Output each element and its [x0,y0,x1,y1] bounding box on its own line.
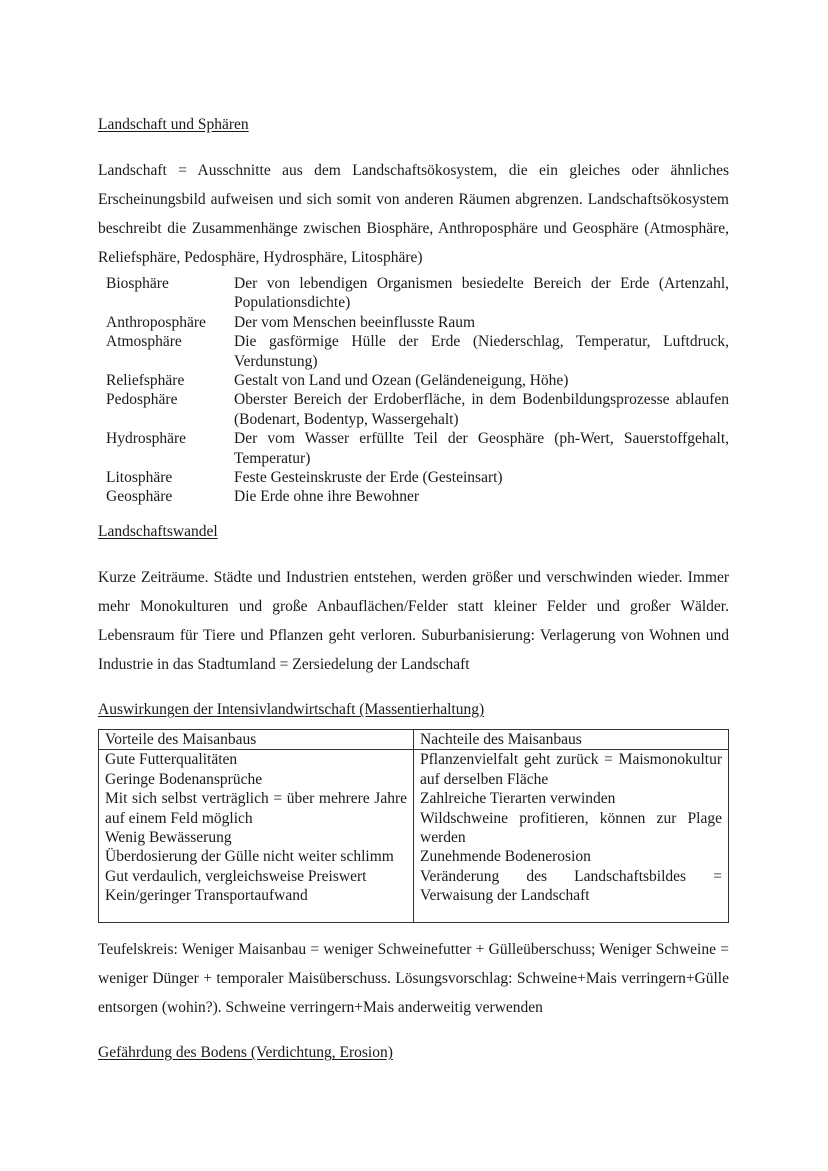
definition-row [106,371,729,390]
list-item: Wenig Bewässerung [105,829,232,847]
definition-text: Der vom Wasser erfüllte Teil der Geosphäre (ph-Wert, Sauerstoffgehalt, Temperatur) [234,430,729,467]
definition-text: Feste Gesteinskruste der Erde (Gesteinsart) [234,469,503,487]
definition-row [106,390,729,429]
section-heading-landschaft: Landschaft und Sphären [98,116,249,133]
nachteile-cell [414,750,729,923]
definition-text: Die Erde ohne ihre Bewohner [234,488,420,506]
section-heading-intensivlandwirtschaft: Auswirkungen der Intensivlandwirtschaft (Massentierhaltung) [98,701,485,718]
definition-text: Oberster Bereich der Erdoberfläche, in dem Bodenbildungsprozesse ablaufen (Bodenart, Bodentyp, Wassergehalt) [234,391,729,428]
definition-row [106,332,729,371]
section-heading-bodengefaehrdung: Gefährdung des Bodens (Verdichtung, Erosion) [98,1044,393,1061]
landschaft-paragraph: Landschaft = Ausschnitte aus dem Landschaftsökosystem, die ein gleiches oder ähnliches Erscheinungsbild aufweisen und sich somit von anderen Räumen abgrenzen. Landschaftsökosystem beschreibt die Zusammenhänge zwischen Biosphäre, Anthroposphäre und Geosphäre (Atmosphäre, Reliefsphäre, Pedosphäre, Hydrosphäre, Litosphäre) [98,162,729,266]
table-row [99,750,729,923]
definition-term: Biosphäre [106,275,169,292]
vorteile-cell [99,750,414,923]
list-item: Pflanzenvielfalt geht zurück = Maismonokultur auf derselben Fläche [420,751,722,788]
list-item: Zunehmende Bodenerosion [420,848,591,866]
definition-row [106,487,729,506]
list-item: Wildschweine profitieren, können zur Plage werden [420,809,722,847]
list-item: Zahlreiche Tierarten verwinden [420,790,616,808]
list-item: Veränderung des Landschaftsbildes = Verwaisung der Landschaft [420,867,722,905]
definition-term: Geosphäre [106,488,173,506]
column-header-vorteile: Vorteile des Maisanbaus [99,730,414,750]
list-item: Überdosierung der Gülle nicht weiter schlimm [105,848,394,866]
list-item: Kein/geringer Transportaufwand [105,887,308,905]
definition-term: Hydrosphäre [106,430,187,448]
list-item: Geringe Bodenansprüche [105,770,263,788]
definition-text: Der vom Menschen beeinflusste Raum [234,313,476,331]
table-header-row [99,730,729,750]
list-item: Gut verdaulich, vergleichsweise Preiswert [105,867,367,885]
definition-row [106,468,729,487]
definition-text: Der von lebendigen Organismen besiedelte Bereich der Erde (Artenzahl, Populationsdichte) [234,275,729,312]
definition-row [106,313,729,332]
maisanbau-comparison-table [98,729,729,923]
list-item: Mit sich selbst verträglich = über mehrere Jahre auf einem Feld möglich [105,790,407,827]
definition-term: Pedosphäre [106,391,178,409]
landschaftswandel-paragraph: Kurze Zeiträume. Städte und Industrien entstehen, werden größer und verschwinden wieder. Immer mehr Monokulturen und große Anbauflächen/Felder statt kleiner Felder und großer Wälder. Lebensraum für Tiere und Pflanzen geht verloren. Suburbanisierung: Verlagerung von Wohnen und Industrie in das Stadtumland = Zersiedelung der Landschaft [98,569,729,673]
definition-term: Atmosphäre [106,333,182,351]
definition-row [106,429,729,468]
definition-row [106,274,729,313]
definition-text: Die gasförmige Hülle der Erde (Niederschlag, Temperatur, Luftdruck, Verdunstung) [234,333,729,370]
list-item: Gute Futterqualitäten [105,751,238,769]
section-heading-landschaftswandel: Landschaftswandel [98,523,218,540]
definition-term: Anthroposphäre [106,313,206,331]
definition-term: Litosphäre [106,469,173,487]
definition-term: Reliefsphäre [106,372,185,390]
teufelskreis-paragraph: Teufelskreis: Weniger Maisanbau = weniger Schweinefutter + Gülleüberschuss; Weniger Schweine = weniger Dünger + temporaler Maisüberschuss. Lösungsvorschlag: Schweine+Mais verringern+Gülle entsorgen (wohin?). Schweine verringern+Mais anderweitig verwenden [98,941,729,1016]
definition-text: Gestalt von Land und Ozean (Geländeneigung, Höhe) [234,372,569,390]
column-header-nachteile: Nachteile des Maisanbaus [414,730,729,750]
spheres-definition-list [106,274,729,507]
